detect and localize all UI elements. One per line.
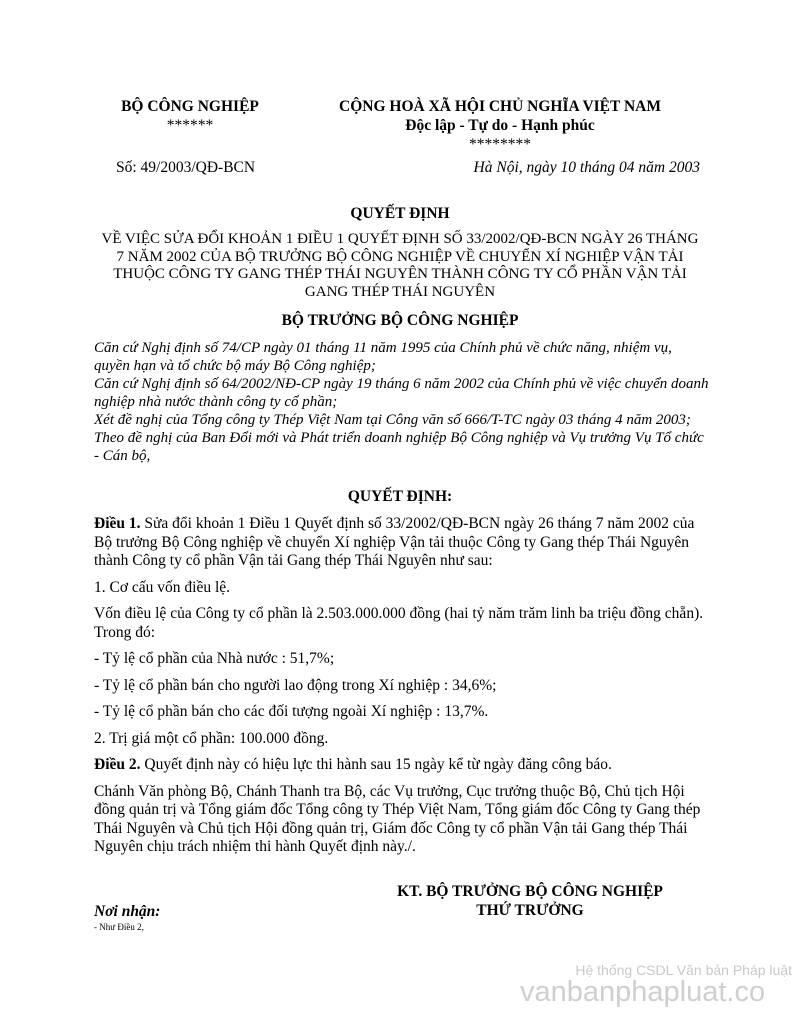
nation-block [320,97,680,154]
signature-line-2: THỨ TRƯỞNG [476,902,584,919]
article-item: Vốn điều lệ của Công ty cổ phần là 2.503.000.000 đồng (hai tỷ năm trăm linh ba triệu đồng chẵn). Trong đó: [94,605,704,641]
article-1 [94,515,709,571]
article-1-text: Sửa đổi khoản 1 Điều 1 Quyết định số 33/2002/QĐ-BCN ngày 26 tháng 7 năm 2002 của Bộ trưởng Bộ Công nghiệp về chuyển Xí nghiệp Vận tải thuộc Công ty Gang thép Thái Nguyên thành Công ty cổ phần Vận tải Gang thép Thái Nguyên như sau: [94,515,695,569]
watermark-caption: Hệ thống CSDL Văn bản Pháp luật [575,962,792,978]
legal-basis-item: Căn cứ Nghị định số 74/CP ngày 01 tháng 11 năm 1995 của Chính phủ về chức năng, nhiệm vụ, quyền hạn và tổ chức bộ máy Bộ Công nghiệp; [94,340,672,374]
issuer-stars: ****** [166,117,214,134]
legal-bases [94,339,709,465]
signature-block [330,882,730,920]
legal-basis-item: Căn cứ Nghị định số 64/2002/NĐ-CP ngày 19 tháng 6 năm 2002 của Chính phủ về việc chuyển doanh nghiệp nhà nước thành công ty cổ phần; [94,376,709,410]
issuer-name: BỘ CÔNG NGHIỆP [121,98,259,115]
article-2-text: Quyết định này có hiệu lực thi hành sau 15 ngày kể từ ngày đăng công báo. [140,756,612,773]
recipients-label: Nơi nhận: [94,903,161,920]
legal-basis-item: Xét đề nghị của Tổng công ty Thép Việt Nam tại Công văn số 666/T-TC ngày 03 tháng 4 năm 2003; [94,412,691,428]
article-item: 1. Cơ cấu vốn điều lệ. [94,578,231,596]
document-subject: VỀ VIỆC SỬA ĐỔI KHOẢN 1 ĐIỀU 1 QUYẾT ĐỊNH SỐ 33/2002/QĐ-BCN NGÀY 26 THÁNG 7 NĂM 2002 CỦA BỘ TRƯỞNG BỘ CÔNG NGHIỆP VỀ CHUYỂN XÍ NGHIỆP VẬN TẢI THUỘC CÔNG TY GANG THÉP THÁI NGUYÊN THÀNH CÔNG TY CỔ PHẦN VẬN TẢI GANG THÉP THÁI NGUYÊN [101,231,699,300]
recipient-item: - Như Điều 2, [94,922,144,932]
motto: Độc lập - Tự do - Hạnh phúc [405,117,595,134]
issuing-authority: BỘ TRƯỞNG BỘ CÔNG NGHIỆP [281,312,519,329]
article-item: - Tỷ lệ cổ phần của Nhà nước : 51,7%; [94,650,335,667]
article-item: - Tỷ lệ cổ phần bán cho các đối tượng ngoài Xí nghiệp : 13,7%. [94,703,489,720]
document-number: Số: 49/2003/QĐ-BCN [116,159,256,176]
article-item: 2. Trị giá một cổ phần: 100.000 đồng. [94,729,329,747]
signature-line-1: KT. BỘ TRƯỞNG BỘ CÔNG NGHIỆP [397,883,663,900]
nation-name: CỘNG HOÀ XÃ HỘI CHỦ NGHĨA VIỆT NAM [339,98,661,115]
legal-basis-item: Theo đề nghị của Ban Đổi mới và Phát triển doanh nghiệp Bộ Công nghiệp và Vụ trưởng Vụ Tổ chức - Cán bộ, [94,430,704,464]
article-2 [94,756,709,775]
article-1-label: Điều 1. [94,515,141,532]
closing-paragraph: Chánh Văn phòng Bộ, Chánh Thanh tra Bộ, các Vụ trưởng, Cục trưởng thuộc Bộ, Chủ tịch Hội đồng quản trị và Tổng giám đốc Tổng công ty Thép Việt Nam, Tổng giám đốc Công ty Gang thép Thái Nguyên và Chủ tịch Hội đồng quản trị, Giám đốc Công ty cổ phần Vận tải Gang thép Thái Nguyên chịu trách nhiệm thi hành Quyết định này./. [94,782,701,855]
decision-body [94,515,709,865]
place-date: Hà Nội, ngày 10 tháng 04 năm 2003 [473,159,700,176]
motto-stars: ******** [469,136,531,153]
issuer-block [100,97,280,135]
article-2-label: Điều 2. [94,756,141,773]
watermark-site: vanbanphapluat.co [520,976,766,1008]
decision-heading: QUYẾT ĐỊNH: [347,488,453,505]
document-title: QUYẾT ĐỊNH [350,205,450,222]
article-item: - Tỷ lệ cổ phần bán cho người lao động trong Xí nghiệp : 34,6%; [94,676,497,694]
